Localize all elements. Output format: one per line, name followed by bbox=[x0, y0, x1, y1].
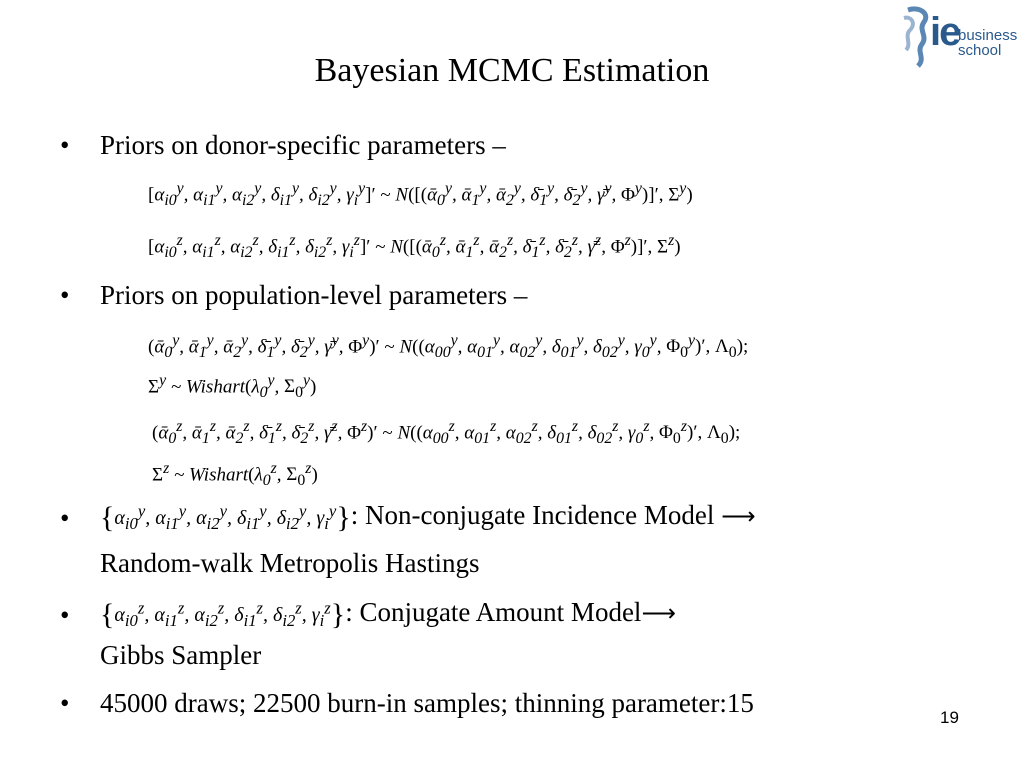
equation-population-prior-z: (ᾱ$_0^z$, ᾱ$_1^z$, ᾱ$_2^z$, $\deltā_1^z$, $\deltā_2^z$, γ̄$^z$, $\Phi^z)'$ ~ $N((\alpha_{00}^z$, $\alpha_{01}^z$, $\alpha_{02}^z$, $\delta_{01}^z$, $\delta_{02}^z$, $\gamma_0^z$, $\Phi_0^z)'$, $\Lambda_0$); bbox=[152, 418, 741, 448]
arrow-right-icon: ⟶ bbox=[641, 599, 676, 627]
ie-business-school-logo bbox=[900, 4, 1020, 70]
equation-wishart-y: $\Sigma^y$ ~ $Wishart(\lambda_0^y$, $\Sigma_0^y$) bbox=[148, 372, 317, 402]
bullet-marker: • bbox=[60, 688, 70, 718]
bullet-marker: • bbox=[60, 280, 70, 310]
bullet-5-text: 45000 draws; 22500 burn-in samples; thinning parameter:15 bbox=[100, 688, 754, 718]
slide-title: Bayesian MCMC Estimation bbox=[314, 52, 710, 89]
logo-ie-mark: ie bbox=[930, 10, 960, 54]
logo-line-2: school bbox=[958, 42, 1002, 59]
equation-population-prior-y: (ᾱ$_0^y$, ᾱ$_1^y$, ᾱ$_2^y$, $\deltā_1^y$, $\deltā_2^y$, γ̄$^y$, $\Phi^y)'$ ~ $N((\alpha_{00}^y$, $\alpha_{01}^y$, $\alpha_{02}^y$, $\delta_{01}^y$, $\delta_{02}^y$, $\gamma_0^y$, $\Phi_0^y)'$, $\Lambda_0$); bbox=[148, 332, 749, 362]
bullet-3-next-line: Random-walk Metropolis Hastings bbox=[100, 548, 480, 578]
bullet-marker: • bbox=[60, 503, 70, 533]
bullet-1-text: Priors on donor-specific parameters – bbox=[100, 130, 506, 160]
equation-donor-prior-y: [$\alpha_{i0}^y$, $\alpha_{i1}^y$, $\alpha_{i2}^y$, $\delta_{i1}^y$, $\delta_{i2}^y$, $\gamma_i^y]'$ ~ N([(ᾱ$_0^y$, ᾱ$_1^y$, ᾱ$_2^y$, $\deltā_1^y$, $\deltā_2^y$, γ̄$^y$, $\Phi^y)]'$, $\Sigma^y$) bbox=[148, 180, 693, 210]
incidence-parameter-set: {$\alpha_{i0}^y$, $\alpha_{i1}^y$, $\alpha_{i2}^y$, $\delta_{i1}^y$, $\delta_{i2}^y$, $\gamma_i^y$} bbox=[100, 501, 351, 534]
amount-parameter-set: {$\alpha_{i0}^z$, $\alpha_{i1}^z$, $\alpha_{i2}^z$, $\delta_{i1}^z$, $\delta_{i2}^z$, $\gamma_i^z$} bbox=[100, 598, 346, 631]
bullet-3-line bbox=[100, 500, 756, 535]
equation-donor-prior-z: [$\alpha_{i0}^z$, $\alpha_{i1}^z$, $\alpha_{i2}^z$, $\delta_{i1}^z$, $\delta_{i2}^z$, $\gamma_i^z]'$ ~ N([(ᾱ$_0^z$, ᾱ$_1^z$, ᾱ$_2^z$, $\deltā_1^z$, $\deltā_2^z$, γ̄$^z$, $\Phi^z)]'$, $\Sigma^z$) bbox=[148, 232, 681, 262]
bullet-2-text: Priors on population-level parameters – bbox=[100, 280, 528, 310]
equation-wishart-z: $\Sigma^z$ ~ $Wishart(\lambda_0^z$, $\Sigma_0^z$) bbox=[152, 460, 318, 490]
page-number: 19 bbox=[940, 708, 959, 727]
bullet-marker: • bbox=[60, 600, 70, 630]
logo-line-1: business bbox=[958, 27, 1018, 44]
logo-text bbox=[958, 28, 1017, 58]
arrow-right-icon: ⟶ bbox=[721, 502, 756, 530]
bullet-marker: • bbox=[60, 130, 70, 160]
bullet-3-text: : Non-conjugate Incidence Model bbox=[350, 500, 715, 530]
bullet-4-text: : Conjugate Amount Model bbox=[345, 597, 642, 627]
bullet-4-next-line: Gibbs Sampler bbox=[100, 640, 262, 670]
bullet-4-line bbox=[100, 597, 676, 632]
